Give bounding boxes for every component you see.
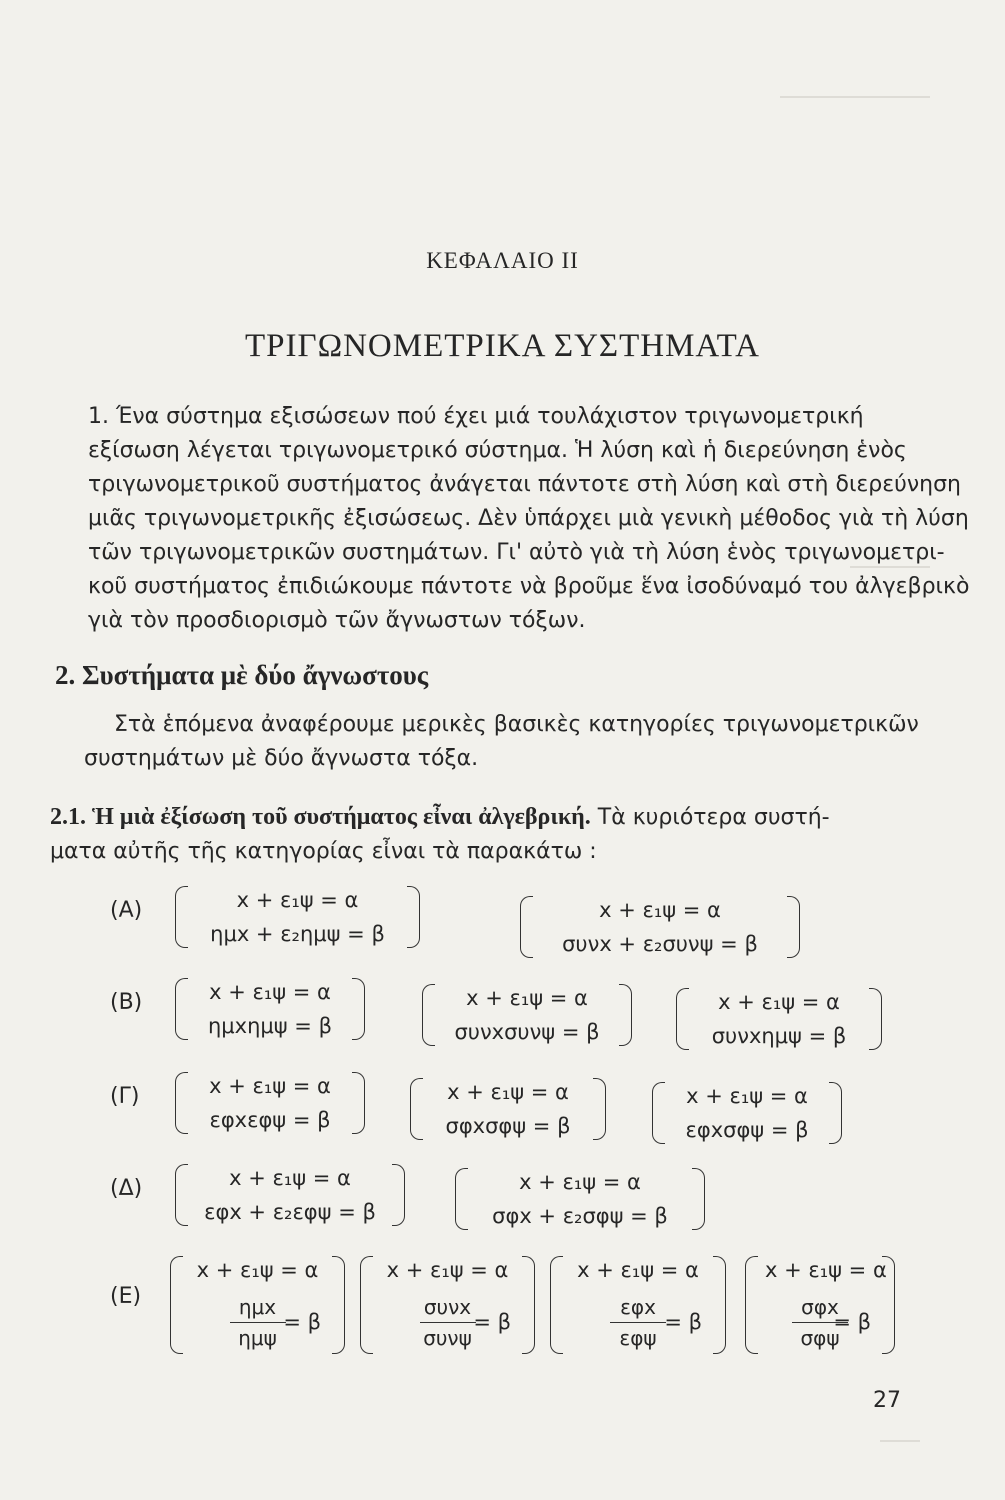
equation-system: [175, 978, 365, 1040]
equation: x + ε₁ψ = α: [386, 1258, 509, 1282]
left-brace: [745, 1256, 758, 1354]
equation: x + ε₁ψ = α: [447, 1080, 569, 1104]
equation-system: [745, 1256, 895, 1354]
fraction-rhs: = β: [473, 1310, 511, 1334]
fraction-denominator: ημψ: [238, 1326, 277, 1350]
fraction-denominator: εφψ: [619, 1326, 657, 1350]
equation-system: [455, 1168, 705, 1230]
equation: συνxσυνψ = β: [454, 1020, 600, 1044]
text-line: τῶν τριγωνομετρικῶν συστημάτων. Γι' αὐτὸ γιὰ τὴ λύση ἑνὸς τριγωνομετρι-: [88, 540, 945, 565]
section-1-paragraph: [88, 400, 969, 638]
fraction-denominator: σφψ: [800, 1326, 840, 1350]
equation: x + ε₁ψ = α: [209, 1074, 331, 1098]
equation: εφx + ε₂εφψ = β: [204, 1200, 376, 1224]
fraction-numerator: συνx: [423, 1295, 472, 1319]
fraction-numerator: εφx: [620, 1295, 656, 1319]
bleed-through-line: [880, 1440, 920, 1442]
equation: x + ε₁ψ = α: [466, 986, 588, 1010]
equation-system: [175, 1072, 365, 1134]
left-brace: [422, 984, 435, 1046]
text-line: μιᾶς τριγωνομετρικῆς ἐξισώσεως. Δὲν ὑπάρχει μιὰ γενικὴ μέθοδος γιὰ τὴ λύση: [88, 506, 969, 531]
left-brace: [652, 1082, 665, 1144]
right-brace: [713, 1256, 726, 1354]
subsection-heading: 2.1. Ἡ μιὰ ἐξίσωση τοῦ συστήματος εἶναι ἀλγεβρική.: [50, 804, 591, 830]
right-brace: [352, 1072, 365, 1134]
right-brace: [882, 1256, 895, 1354]
equation: x + ε₁ψ = α: [765, 1258, 887, 1282]
equation-system: [422, 984, 632, 1046]
left-brace: [410, 1078, 423, 1140]
equation-system: [676, 988, 882, 1050]
equation-system: [360, 1256, 535, 1354]
equation: x + ε₁ψ = α: [577, 1258, 699, 1282]
bleed-through-line: [780, 96, 930, 98]
chapter-label: ΚΕΦΑΛΑΙΟ ΙΙ: [426, 248, 579, 273]
fraction-equation: [190, 1294, 325, 1352]
page-number: 27: [873, 1388, 901, 1413]
right-brace: [352, 978, 365, 1040]
fraction-rhs: = β: [833, 1310, 871, 1334]
equation: x + ε₁ψ = α: [718, 990, 840, 1014]
section-2-heading: 2. Συστήματα μὲ δύο ἄγνωστους: [55, 660, 429, 690]
equation: συνx + ε₂συνψ = β: [562, 932, 758, 956]
left-brace: [175, 1072, 188, 1134]
text-line: Τὰ κυριότερα συστή-: [597, 805, 830, 830]
fraction-rhs: = β: [283, 1310, 321, 1334]
group-label-e: (Ε): [110, 1284, 142, 1309]
equation: σφx + ε₂σφψ = β: [492, 1204, 668, 1228]
equation-system: [520, 896, 800, 958]
right-brace: [522, 1256, 535, 1354]
equation-system: [410, 1078, 606, 1140]
equation: σφxσφψ = β: [445, 1114, 571, 1138]
text-line: συστημάτων μὲ δύο ἄγνωστα τόξα.: [84, 746, 479, 771]
equation: εφxεφψ = β: [209, 1108, 331, 1132]
right-brace: [332, 1256, 345, 1354]
equation: x + ε₁ψ = α: [196, 1258, 319, 1282]
equation-system: [170, 1256, 345, 1354]
subsection-2-1: [50, 800, 830, 869]
text-line: γιὰ τὸν προσδιορισμὸ τῶν ἄγνωστων τόξων.: [88, 608, 586, 633]
equation: x + ε₁ψ = α: [209, 980, 331, 1004]
right-brace: [869, 988, 882, 1050]
group-label-d: (Δ): [110, 1176, 143, 1201]
equation-system: [175, 886, 420, 948]
equation-system: [550, 1256, 726, 1354]
left-brace: [360, 1256, 373, 1354]
fraction-rhs: = β: [664, 1310, 702, 1334]
fraction-numerator: ημx: [238, 1295, 277, 1319]
equation: x + ε₁ψ = α: [599, 898, 721, 922]
right-brace: [392, 1164, 405, 1226]
equation-system: [652, 1082, 842, 1144]
text-line: 1. Ένα σύστημα εξισώσεων πού έχει μιά τουλάχιστον τριγωνομετρική: [88, 404, 864, 429]
equation: ημxημψ = β: [208, 1014, 332, 1038]
text-line: ματα αὐτῆς τῆς κατηγορίας εἶναι τὰ παρακάτω :: [50, 839, 597, 864]
fraction-bar: [610, 1322, 666, 1323]
text-line: τριγωνομετρικοῦ συστήματος ἀνάγεται πάντοτε στὴ λύση καὶ στὴ διερεύνηση: [88, 472, 961, 497]
fraction-equation: [765, 1294, 875, 1352]
text-line: Στὰ ἑπόμενα ἀναφέρουμε μερικὲς βασικὲς κατηγορίες τριγωνομετρικῶν: [114, 712, 919, 737]
left-brace: [550, 1256, 563, 1354]
text-line: εξίσωση λέγεται τριγωνομετρικό σύστημα. Ἡ λύση καὶ ἡ διερεύνηση ἑνὸς: [88, 438, 907, 463]
equation: εφxσφψ = β: [685, 1118, 809, 1142]
left-brace: [175, 978, 188, 1040]
chapter-title: ΤΡΙΓΩΝΟΜΕΤΡΙΚΑ ΣΥΣΤΗΜΑΤΑ: [245, 328, 760, 364]
fraction-bar: [420, 1322, 476, 1323]
equation: ημx + ε₂ημψ = β: [210, 922, 385, 946]
fraction-denominator: συνψ: [423, 1326, 472, 1350]
equation: x + ε₁ψ = α: [229, 1166, 351, 1190]
equation: x + ε₁ψ = α: [236, 888, 359, 912]
section-2-paragraph: [84, 708, 919, 776]
left-brace: [175, 1164, 188, 1226]
right-brace: [593, 1078, 606, 1140]
left-brace: [170, 1256, 183, 1354]
fraction-numerator: σφx: [801, 1295, 839, 1319]
equation-system: [175, 1164, 405, 1226]
fraction-bar: [230, 1322, 286, 1323]
right-brace: [829, 1082, 842, 1144]
group-label-g: (Γ): [110, 1084, 140, 1109]
left-brace: [455, 1168, 468, 1230]
text-line: κοῦ συστήματος ἐπιδιώκουμε πάντοτε νὰ βροῦμε ἕνα ἰσοδύναμό του ἀλγεβρικὸ: [88, 574, 970, 599]
fraction-equation: [570, 1294, 706, 1352]
left-brace: [175, 886, 188, 948]
right-brace: [619, 984, 632, 1046]
group-label-b: (Β): [110, 990, 143, 1015]
group-label-a: (Α): [110, 898, 143, 923]
right-brace: [407, 886, 420, 948]
right-brace: [692, 1168, 705, 1230]
equation: συνxημψ = β: [711, 1024, 847, 1048]
equation: x + ε₁ψ = α: [519, 1170, 641, 1194]
fraction-equation: [380, 1294, 515, 1352]
left-brace: [676, 988, 689, 1050]
equation: x + ε₁ψ = α: [686, 1084, 808, 1108]
left-brace: [520, 896, 533, 958]
right-brace: [787, 896, 800, 958]
